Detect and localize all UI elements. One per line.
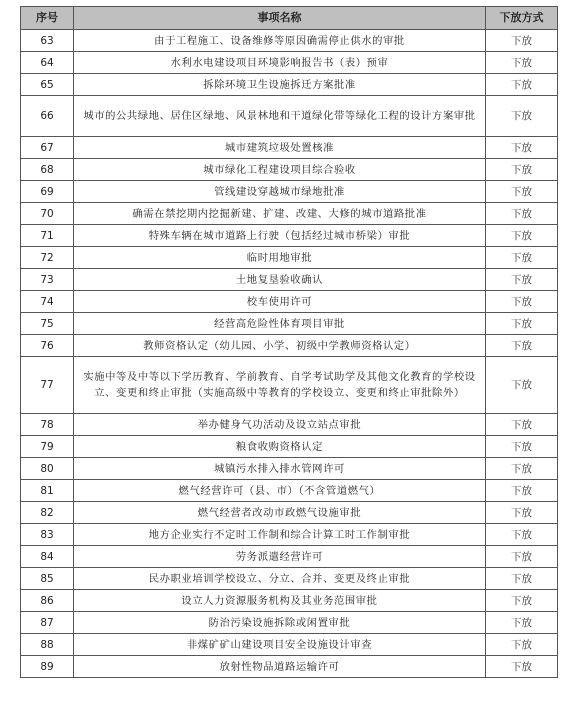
- row-mode: 下放: [486, 159, 558, 181]
- header-mode: 下放方式: [486, 7, 558, 30]
- row-name: 城镇污水排入排水管网许可: [74, 458, 486, 480]
- row-no: 71: [21, 225, 74, 247]
- row-mode: 下放: [486, 335, 558, 357]
- header-no: 序号: [21, 7, 74, 30]
- table-body: [21, 30, 558, 678]
- table-row: [21, 137, 558, 159]
- table-row: [21, 225, 558, 247]
- row-no: 84: [21, 546, 74, 568]
- table-row: [21, 74, 558, 96]
- row-no: 64: [21, 52, 74, 74]
- row-mode: 下放: [486, 181, 558, 203]
- row-name: 设立人力资源服务机构及其业务范围审批: [74, 590, 486, 612]
- row-no: 67: [21, 137, 74, 159]
- row-no: 68: [21, 159, 74, 181]
- row-mode: 下放: [486, 96, 558, 137]
- header-name: 事项名称: [74, 7, 486, 30]
- row-mode: 下放: [486, 590, 558, 612]
- row-no: 66: [21, 96, 74, 137]
- row-mode: 下放: [486, 458, 558, 480]
- row-name: 民办职业培训学校设立、分立、合并、变更及终止审批: [74, 568, 486, 590]
- row-name: 放射性物品道路运输许可: [74, 656, 486, 678]
- row-name: 举办健身气功活动及设立站点审批: [74, 414, 486, 436]
- row-mode: 下放: [486, 203, 558, 225]
- row-mode: 下放: [486, 357, 558, 414]
- row-no: 73: [21, 269, 74, 291]
- row-mode: 下放: [486, 634, 558, 656]
- table-header-row: [21, 7, 558, 30]
- table-row: [21, 502, 558, 524]
- table-row: [21, 612, 558, 634]
- table-row: [21, 414, 558, 436]
- row-no: 63: [21, 30, 74, 52]
- items-table: [20, 6, 558, 678]
- row-no: 65: [21, 74, 74, 96]
- row-no: 80: [21, 458, 74, 480]
- row-no: 89: [21, 656, 74, 678]
- table-row: [21, 656, 558, 678]
- row-mode: 下放: [486, 612, 558, 634]
- row-no: 78: [21, 414, 74, 436]
- row-name: 城市建筑垃圾处置核准: [74, 137, 486, 159]
- row-no: 72: [21, 247, 74, 269]
- row-name: 由于工程施工、设备维修等原因确需停止供水的审批: [74, 30, 486, 52]
- row-name: 防治污染设施拆除或闲置审批: [74, 612, 486, 634]
- table-row: [21, 436, 558, 458]
- table-row: [21, 52, 558, 74]
- row-mode: 下放: [486, 313, 558, 335]
- row-mode: 下放: [486, 656, 558, 678]
- row-no: 83: [21, 524, 74, 546]
- document-page: [20, 6, 557, 678]
- row-name: 土地复垦验收确认: [74, 269, 486, 291]
- row-name: 教师资格认定（幼儿园、小学、初级中学教师资格认定）: [74, 335, 486, 357]
- row-name: 地方企业实行不定时工作制和综合计算工时工作制审批: [74, 524, 486, 546]
- row-mode: 下放: [486, 436, 558, 458]
- row-mode: 下放: [486, 291, 558, 313]
- row-mode: 下放: [486, 524, 558, 546]
- table-row: [21, 247, 558, 269]
- row-name: 燃气经营许可（县、市）（不含管道燃气）: [74, 480, 486, 502]
- row-name: 劳务派遣经营许可: [74, 546, 486, 568]
- row-no: 86: [21, 590, 74, 612]
- row-name: 非煤矿矿山建设项目安全设施设计审查: [74, 634, 486, 656]
- row-mode: 下放: [486, 269, 558, 291]
- row-name: 水利水电建设项目环境影响报告书（表）预审: [74, 52, 486, 74]
- table-row: [21, 203, 558, 225]
- row-name: 城市绿化工程建设项目综合验收: [74, 159, 486, 181]
- row-no: 79: [21, 436, 74, 458]
- table-row: [21, 458, 558, 480]
- row-name: 燃气经营者改动市政燃气设施审批: [74, 502, 486, 524]
- table-row: [21, 30, 558, 52]
- row-mode: 下放: [486, 137, 558, 159]
- table-row: [21, 546, 558, 568]
- table-row: [21, 96, 558, 137]
- row-name: 粮食收购资格认定: [74, 436, 486, 458]
- row-no: 69: [21, 181, 74, 203]
- row-no: 76: [21, 335, 74, 357]
- row-mode: 下放: [486, 225, 558, 247]
- row-mode: 下放: [486, 247, 558, 269]
- row-no: 75: [21, 313, 74, 335]
- row-mode: 下放: [486, 414, 558, 436]
- row-no: 85: [21, 568, 74, 590]
- row-no: 82: [21, 502, 74, 524]
- row-no: 81: [21, 480, 74, 502]
- table-row: [21, 313, 558, 335]
- row-mode: 下放: [486, 74, 558, 96]
- row-no: 87: [21, 612, 74, 634]
- table-row: [21, 480, 558, 502]
- table-row: [21, 291, 558, 313]
- row-name: 实施中等及中等以下学历教育、学前教育、自学考试助学及其他文化教育的学校设立、变更和终止审批（实施高级中等教育的学校设立、变更和终止审批除外）: [74, 357, 486, 414]
- table-row: [21, 181, 558, 203]
- row-no: 77: [21, 357, 74, 414]
- table-row: [21, 524, 558, 546]
- row-mode: 下放: [486, 502, 558, 524]
- table-row: [21, 269, 558, 291]
- row-no: 74: [21, 291, 74, 313]
- table-row: [21, 159, 558, 181]
- row-mode: 下放: [486, 480, 558, 502]
- row-name: 校车使用许可: [74, 291, 486, 313]
- table-row: [21, 357, 558, 414]
- row-mode: 下放: [486, 568, 558, 590]
- row-name: 管线建设穿越城市绿地批准: [74, 181, 486, 203]
- row-name: 经营高危险性体育项目审批: [74, 313, 486, 335]
- row-mode: 下放: [486, 52, 558, 74]
- row-name: 确需在禁挖期内挖掘新建、扩建、改建、大修的城市道路批准: [74, 203, 486, 225]
- row-mode: 下放: [486, 546, 558, 568]
- row-no: 70: [21, 203, 74, 225]
- row-name: 特殊车辆在城市道路上行驶（包括经过城市桥梁）审批: [74, 225, 486, 247]
- row-mode: 下放: [486, 30, 558, 52]
- table-row: [21, 568, 558, 590]
- row-name: 拆除环境卫生设施拆迁方案批准: [74, 74, 486, 96]
- table-row: [21, 590, 558, 612]
- row-no: 88: [21, 634, 74, 656]
- table-row: [21, 335, 558, 357]
- row-name: 临时用地审批: [74, 247, 486, 269]
- table-row: [21, 634, 558, 656]
- row-name: 城市的公共绿地、居住区绿地、风景林地和干道绿化带等绿化工程的设计方案审批: [74, 96, 486, 137]
